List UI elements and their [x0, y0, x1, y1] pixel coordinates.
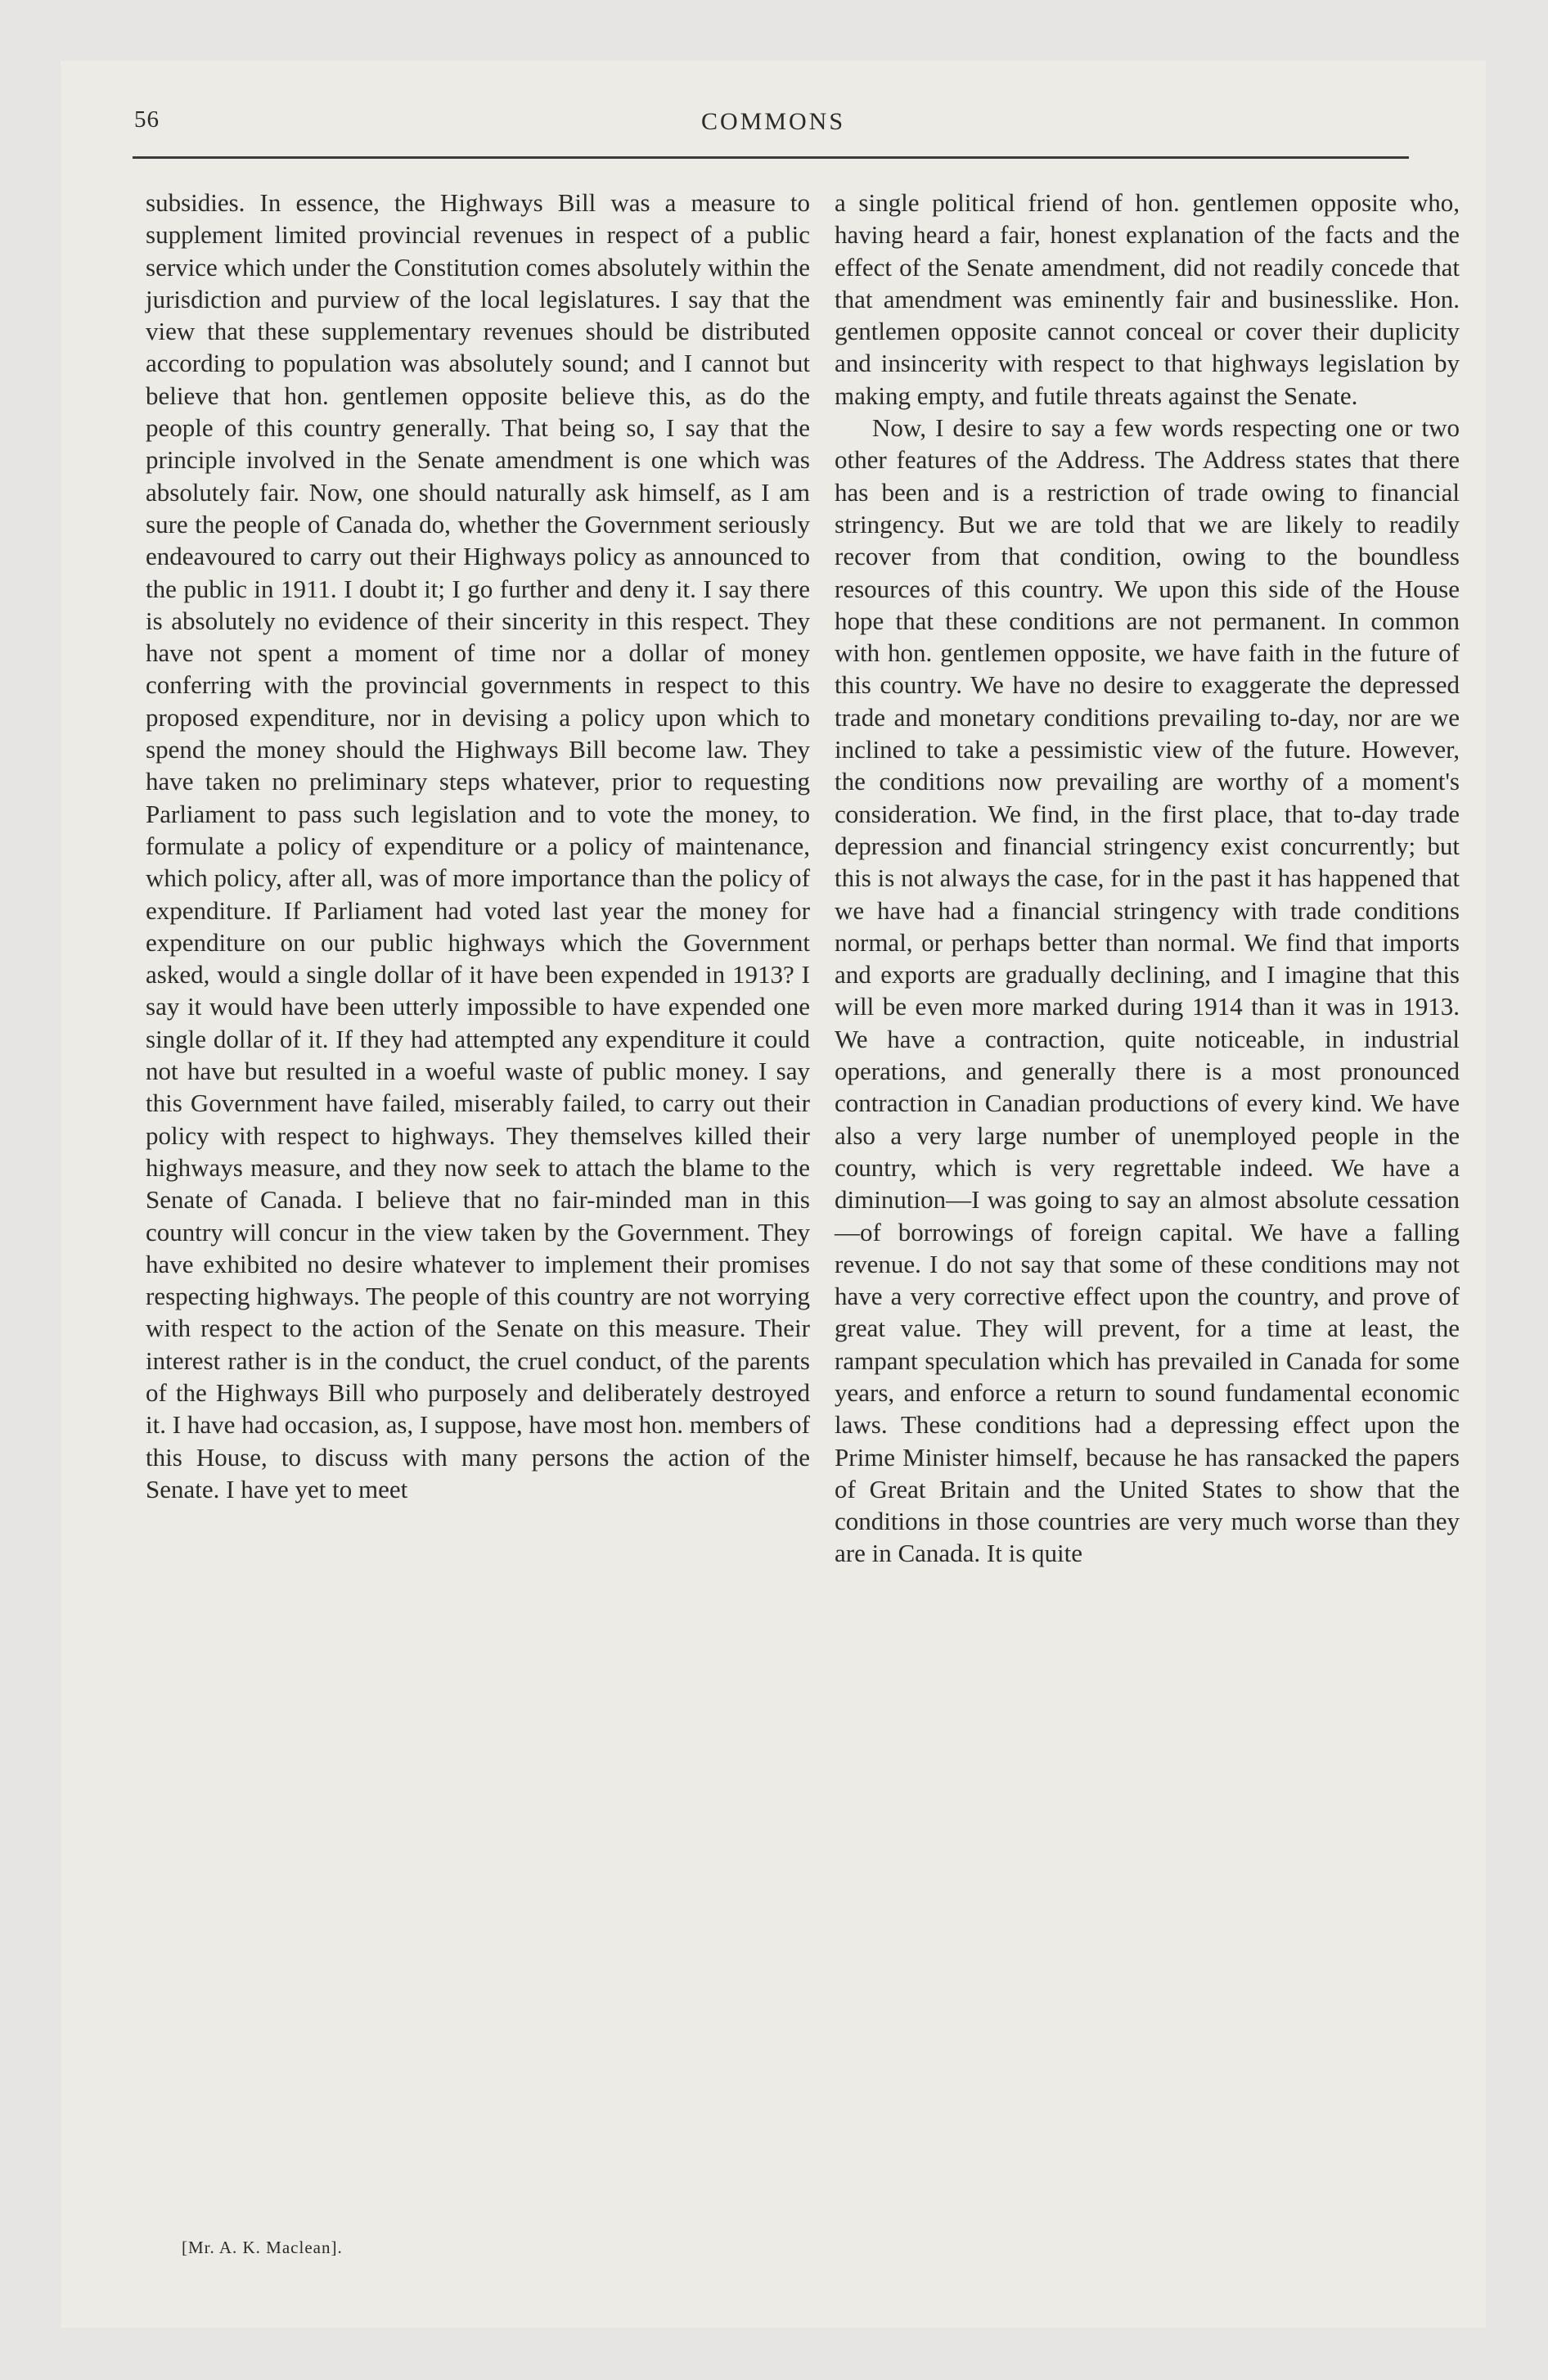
document-page [61, 61, 1486, 2328]
page-number: 56 [134, 106, 160, 133]
left-column [146, 187, 810, 1505]
header-rule [133, 156, 1409, 159]
paragraph: Now, I desire to say a few words respecting one or two other features of the Address. The Address states that there has been and is a restriction of trade owing to financial stringency. But we are told that we are likely to readily recover from that condition, owing to the boundless resources of this country. We upon this side of the House hope that these conditions are not permanent. In common with hon. gentlemen opposite, we have faith in the future of this country. We have no desire to exaggerate the depressed trade and monetary conditions prevailing to-day, nor are we inclined to take a pessimistic view of the future. However, the conditions now prevailing are worthy of a moment's consideration. We find, in the first place, that to-day trade depression and financial stringency exist concurrently; but this is not always the case, for in the past it has happened that we have had a financial stringency with trade conditions normal, or perhaps better than normal. We find that imports and exports are gradually declining, and I imagine that this will be even more marked during 1914 than it was in 1913. We have a contraction, quite noticeable, in industrial operations, and generally there is a most pronounced contraction in Canadian productions of every kind. We have also a very large number of unemployed people in the country, which is very regrettable indeed. We have a diminution—I was going to say an almost absolute cessation—of borrowings of foreign capital. We have a falling revenue. I do not say that some of these conditions may not have a very corrective effect upon the country, and prove of great value. They will prevent, for a time at least, the rampant speculation which has prevailed in Canada for some years, and enforce a return to sound fundamental economic laws. These conditions had a depressing effect upon the Prime Minister himself, because he has ransacked the papers of Great Britain and the United States to show that the conditions in those countries are very much worse than they are in Canada. It is quite [835, 413, 1460, 1568]
right-column [835, 187, 1460, 1570]
paragraph: a single political friend of hon. gentlemen opposite who, having heard a fair, honest explanation of the facts and the effect of the Senate amendment, did not readily concede that that amendment was eminently fair and businesslike. Hon. gentlemen opposite cannot conceal or cover their duplicity and insincerity with respect to that highways legislation by making empty, and futile threats against the Senate. [835, 188, 1460, 410]
running-head: COMMONS [700, 108, 846, 135]
speaker-attribution: [Mr. A. K. Maclean]. [182, 2238, 343, 2257]
paragraph: subsidies. In essence, the Highways Bill was a measure to supplement limited provincial revenues in respect of a public service which under the Constitution comes absolutely within the jurisdiction and purview of the local legislatures. I say that the view that these supplementary revenues should be distributed according to population was absolutely sound; and I cannot but believe that hon. gentlemen opposite believe this, as do the people of this country generally. That being so, I say that the principle involved in the Senate amendment is one which was absolutely fair. Now, one should naturally ask himself, as I am sure the people of Canada do, whether the Government seriously endeavoured to carry out their Highways policy as announced to the public in 1911. I doubt it; I go further and deny it. I say there is absolutely no evidence of their sincerity in this respect. They have not spent a moment of time nor a dollar of money conferring with the provincial governments in respect to this proposed expenditure, nor in devising a policy upon which to spend the money should the Highways Bill become law. They have taken no preliminary steps whatever, prior to requesting Parliament to pass such legislation and to vote the money, to formulate a policy of expenditure or a policy of maintenance, which policy, after all, was of more importance than the policy of expenditure. If Parliament had voted last year the money for expenditure on our public highways which the Government asked, would a single dollar of it have been expended in 1913? I say it would have been utterly impossible to have expended one single dollar of it. If they had attempted any expenditure it could not have but resulted in a woeful waste of public money. I say this Government have failed, miserably failed, to carry out their policy with respect to highways. They themselves killed their highways measure, and they now seek to attach the blame to the Senate of Canada. I believe that no fair-minded man in this country will concur in the view taken by the Government. They have exhibited no desire whatever to implement their promises respecting highways. The people of this country are not worrying with respect to the action of the Senate on this measure. Their interest rather is in the conduct, the cruel conduct, of the parents of the Highways Bill who purposely and deliberately destroyed it. I have had occasion, as, I suppose, have most hon. members of this House, to discuss with many persons the action of the Senate. I have yet to meet [146, 188, 810, 1503]
